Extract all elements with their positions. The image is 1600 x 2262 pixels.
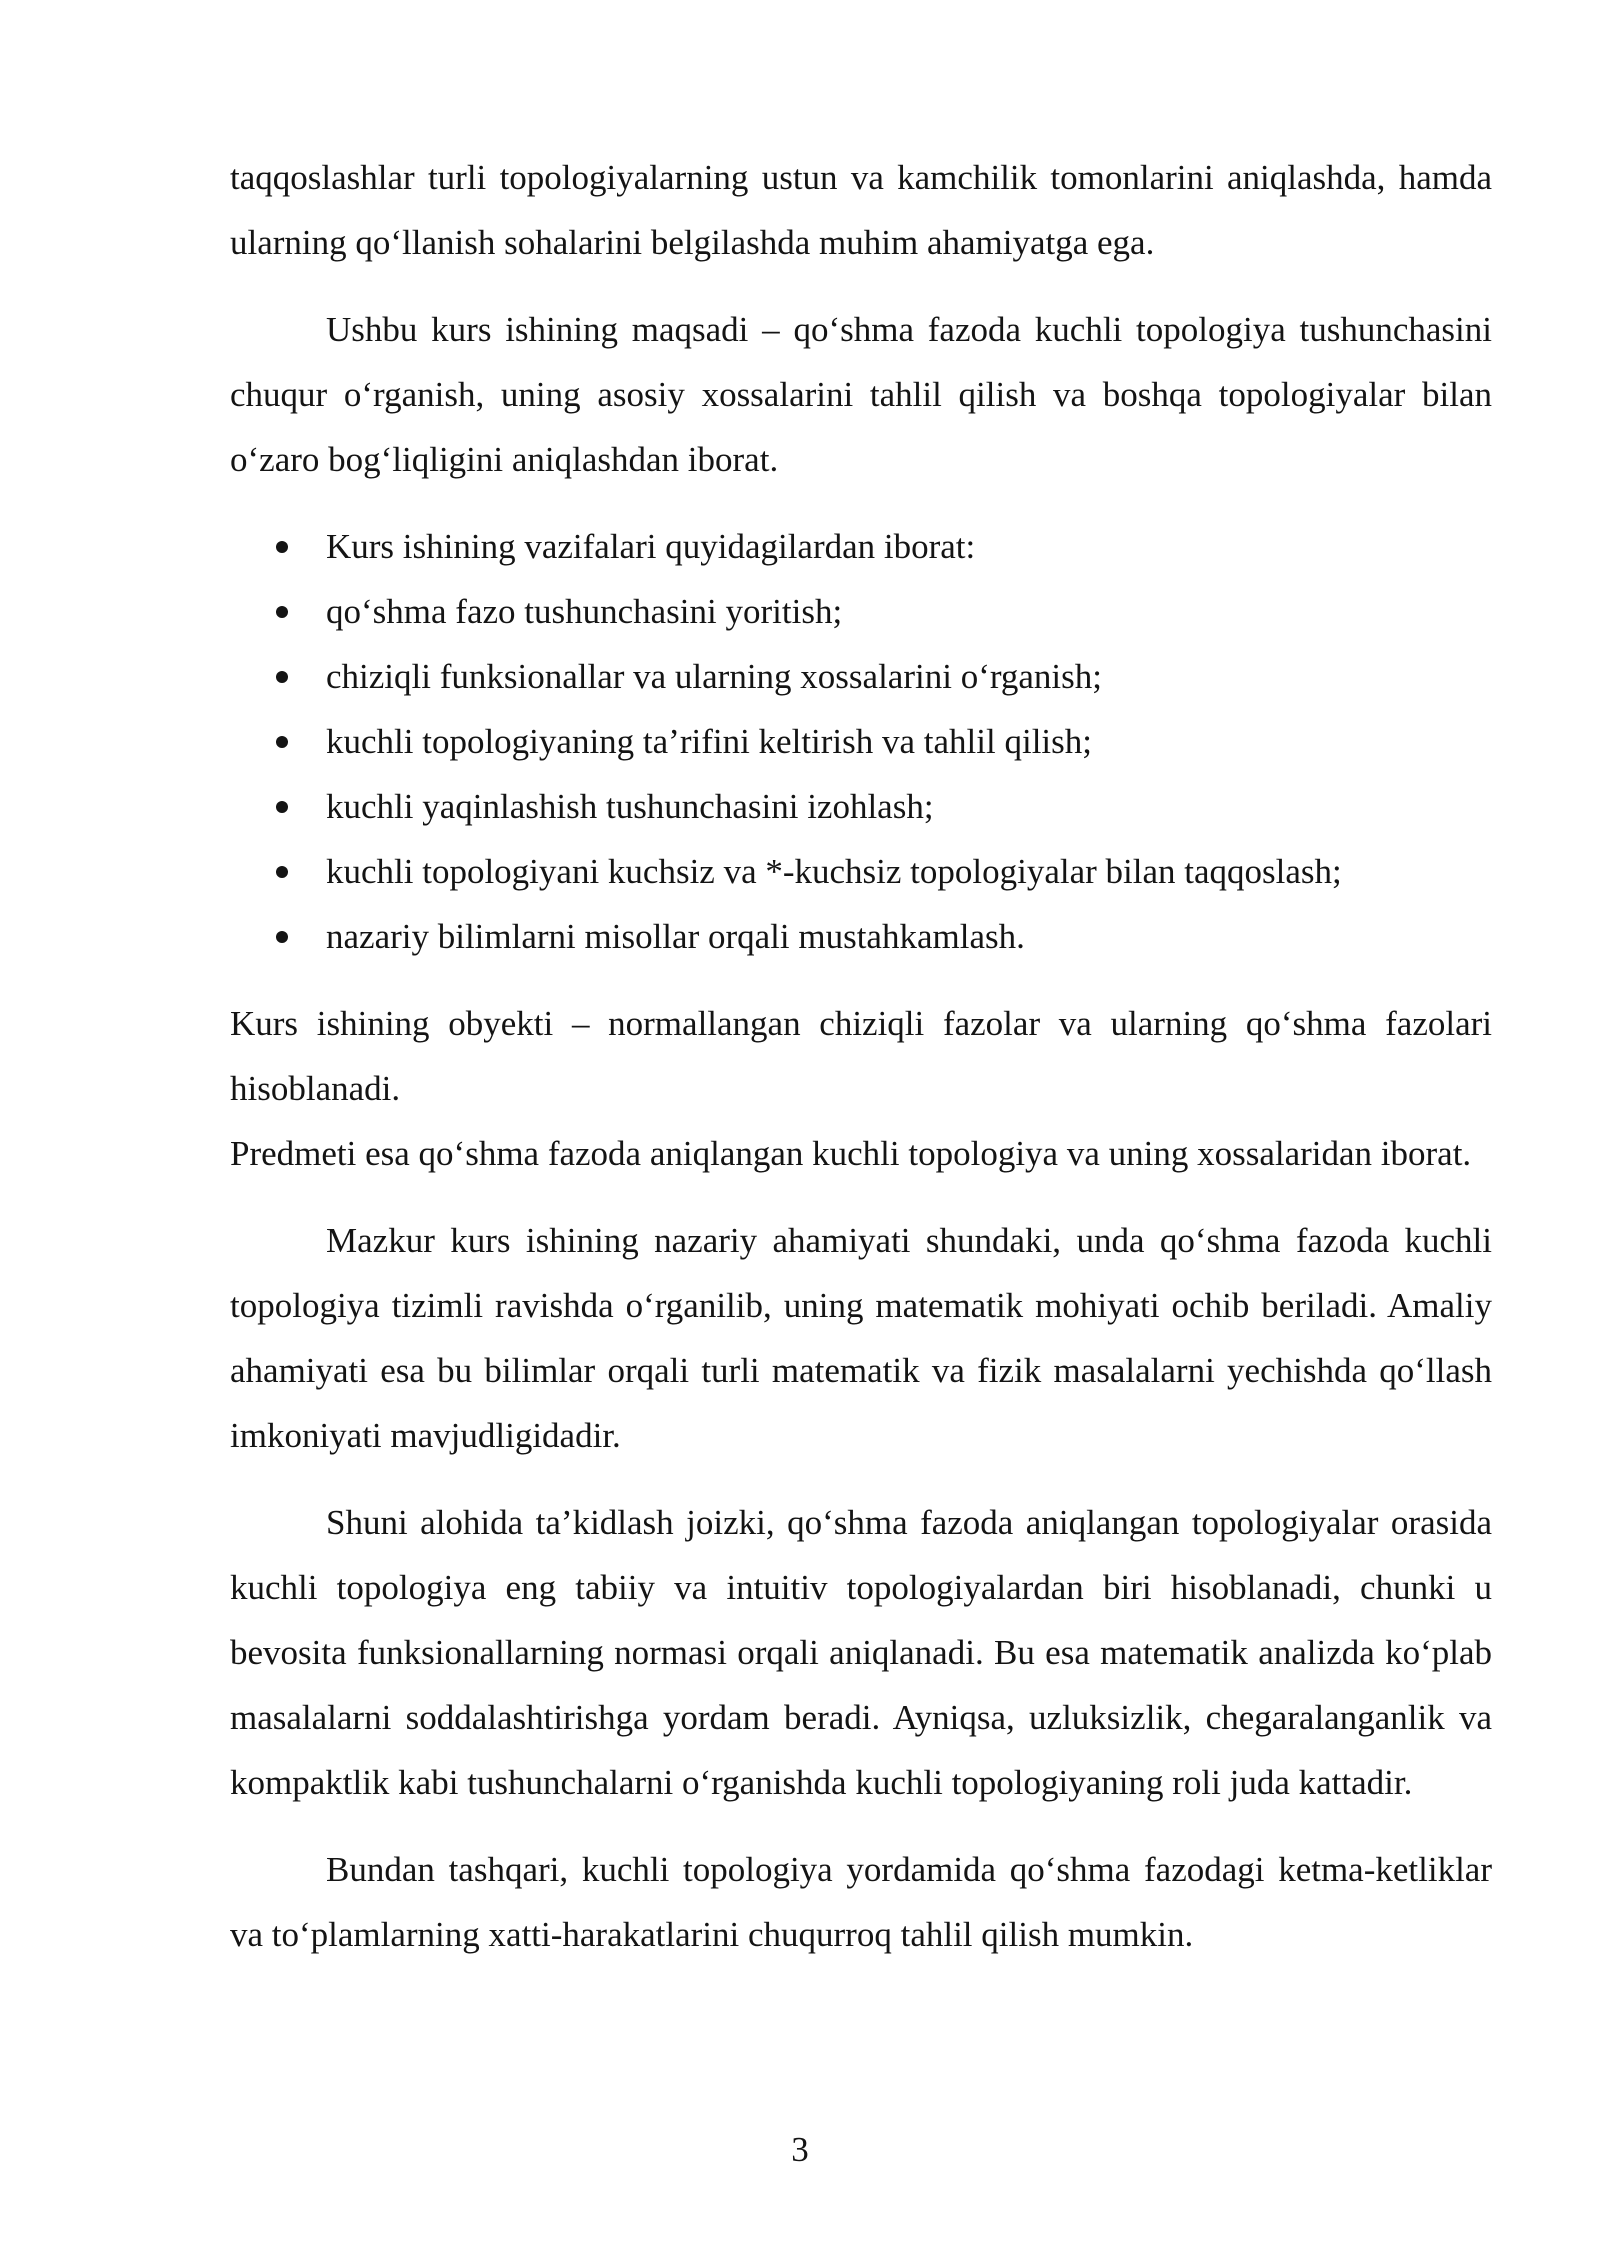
bullet-icon <box>276 606 288 618</box>
list-item <box>230 514 1492 579</box>
list-item-text: nazariy bilimlarni misollar orqali mustahkamlash. <box>326 917 1025 956</box>
bullet-icon <box>276 866 288 878</box>
paragraph-goal: Ushbu kurs ishining maqsadi – qo‘shma fazoda kuchli topologiya tushunchasini chuqur o‘rganish, uning asosiy xossalarini tahlil qilish va boshqa topologiyalar bilan o‘zaro bog‘liqligini aniqlashdan iborat. <box>230 310 1492 479</box>
list-item <box>230 839 1492 904</box>
paragraph-emphasis: Shuni alohida ta’kidlash joizki, qo‘shma fazoda aniqlangan topologiyalar orasida kuchli topologiya eng tabiiy va intuitiv topologiyalardan biri hisoblanadi, chunki u bevosita funksionallarning normasi orqali aniqlanadi. Bu esa matematik analizda ko‘plab masalalarni soddalashtirishga yordam beradi. Ayniqsa, uzluksizlik, chegaralanganlik va kompaktlik kabi tushunchalarni o‘rganishda kuchli topologiyaning roli juda kattadir. <box>230 1503 1492 1802</box>
list-item <box>230 709 1492 774</box>
list-item <box>230 579 1492 644</box>
list-item <box>230 774 1492 839</box>
list-item <box>230 644 1492 709</box>
list-item-text: qo‘shma fazo tushunchasini yoritish; <box>326 592 843 631</box>
list-item <box>230 904 1492 969</box>
tasks-list <box>230 514 1492 969</box>
list-item-text: kuchli topologiyani kuchsiz va *-kuchsiz topologiyalar bilan taqqoslash; <box>326 852 1342 891</box>
bullet-icon <box>276 671 288 683</box>
list-item-text: Kurs ishining vazifalari quyidagilardan iborat: <box>326 527 976 566</box>
paragraph-intro-continuation: taqqoslashlar turli topologiyalarning ustun va kamchilik tomonlarini aniqlashda, hamda ularning qo‘llanish sohalarini belgilashda muhim ahamiyatga ega. <box>230 158 1492 262</box>
bullet-icon <box>276 801 288 813</box>
bullet-icon <box>276 931 288 943</box>
paragraph-subject: Predmeti esa qo‘shma fazoda aniqlangan kuchli topologiya va uning xossalaridan iborat. <box>230 1134 1472 1173</box>
list-item-text: chiziqli funksionallar va ularning xossalarini o‘rganish; <box>326 657 1102 696</box>
list-item-text: kuchli yaqinlashish tushunchasini izohlash; <box>326 787 934 826</box>
list-item-text: kuchli topologiyaning ta’rifini keltirish va tahlil qilish; <box>326 722 1093 761</box>
bullet-icon <box>276 541 288 553</box>
document-page <box>230 145 1492 1989</box>
paragraph-object: Kurs ishining obyekti – normallangan chiziqli fazolar va ularning qo‘shma fazolari hisoblanadi. <box>230 1004 1492 1108</box>
paragraph-additional: Bundan tashqari, kuchli topologiya yordamida qo‘shma fazodagi ketma-ketliklar va to‘plamlarning xatti-harakatlarini chuqurroq tahlil qilish mumkin. <box>230 1850 1492 1954</box>
paragraph-significance: Mazkur kurs ishining nazariy ahamiyati shundaki, unda qo‘shma fazoda kuchli topologiya tizimli ravishda o‘rganilib, uning matematik mohiyati ochib beriladi. Amaliy ahamiyati esa bu bilimlar orqali turli matematik va fizik masalalarni yechishda qo‘llash imkoniyati mavjudligidadir. <box>230 1221 1492 1455</box>
page-number: 3 <box>791 2130 809 2169</box>
bullet-icon <box>276 736 288 748</box>
